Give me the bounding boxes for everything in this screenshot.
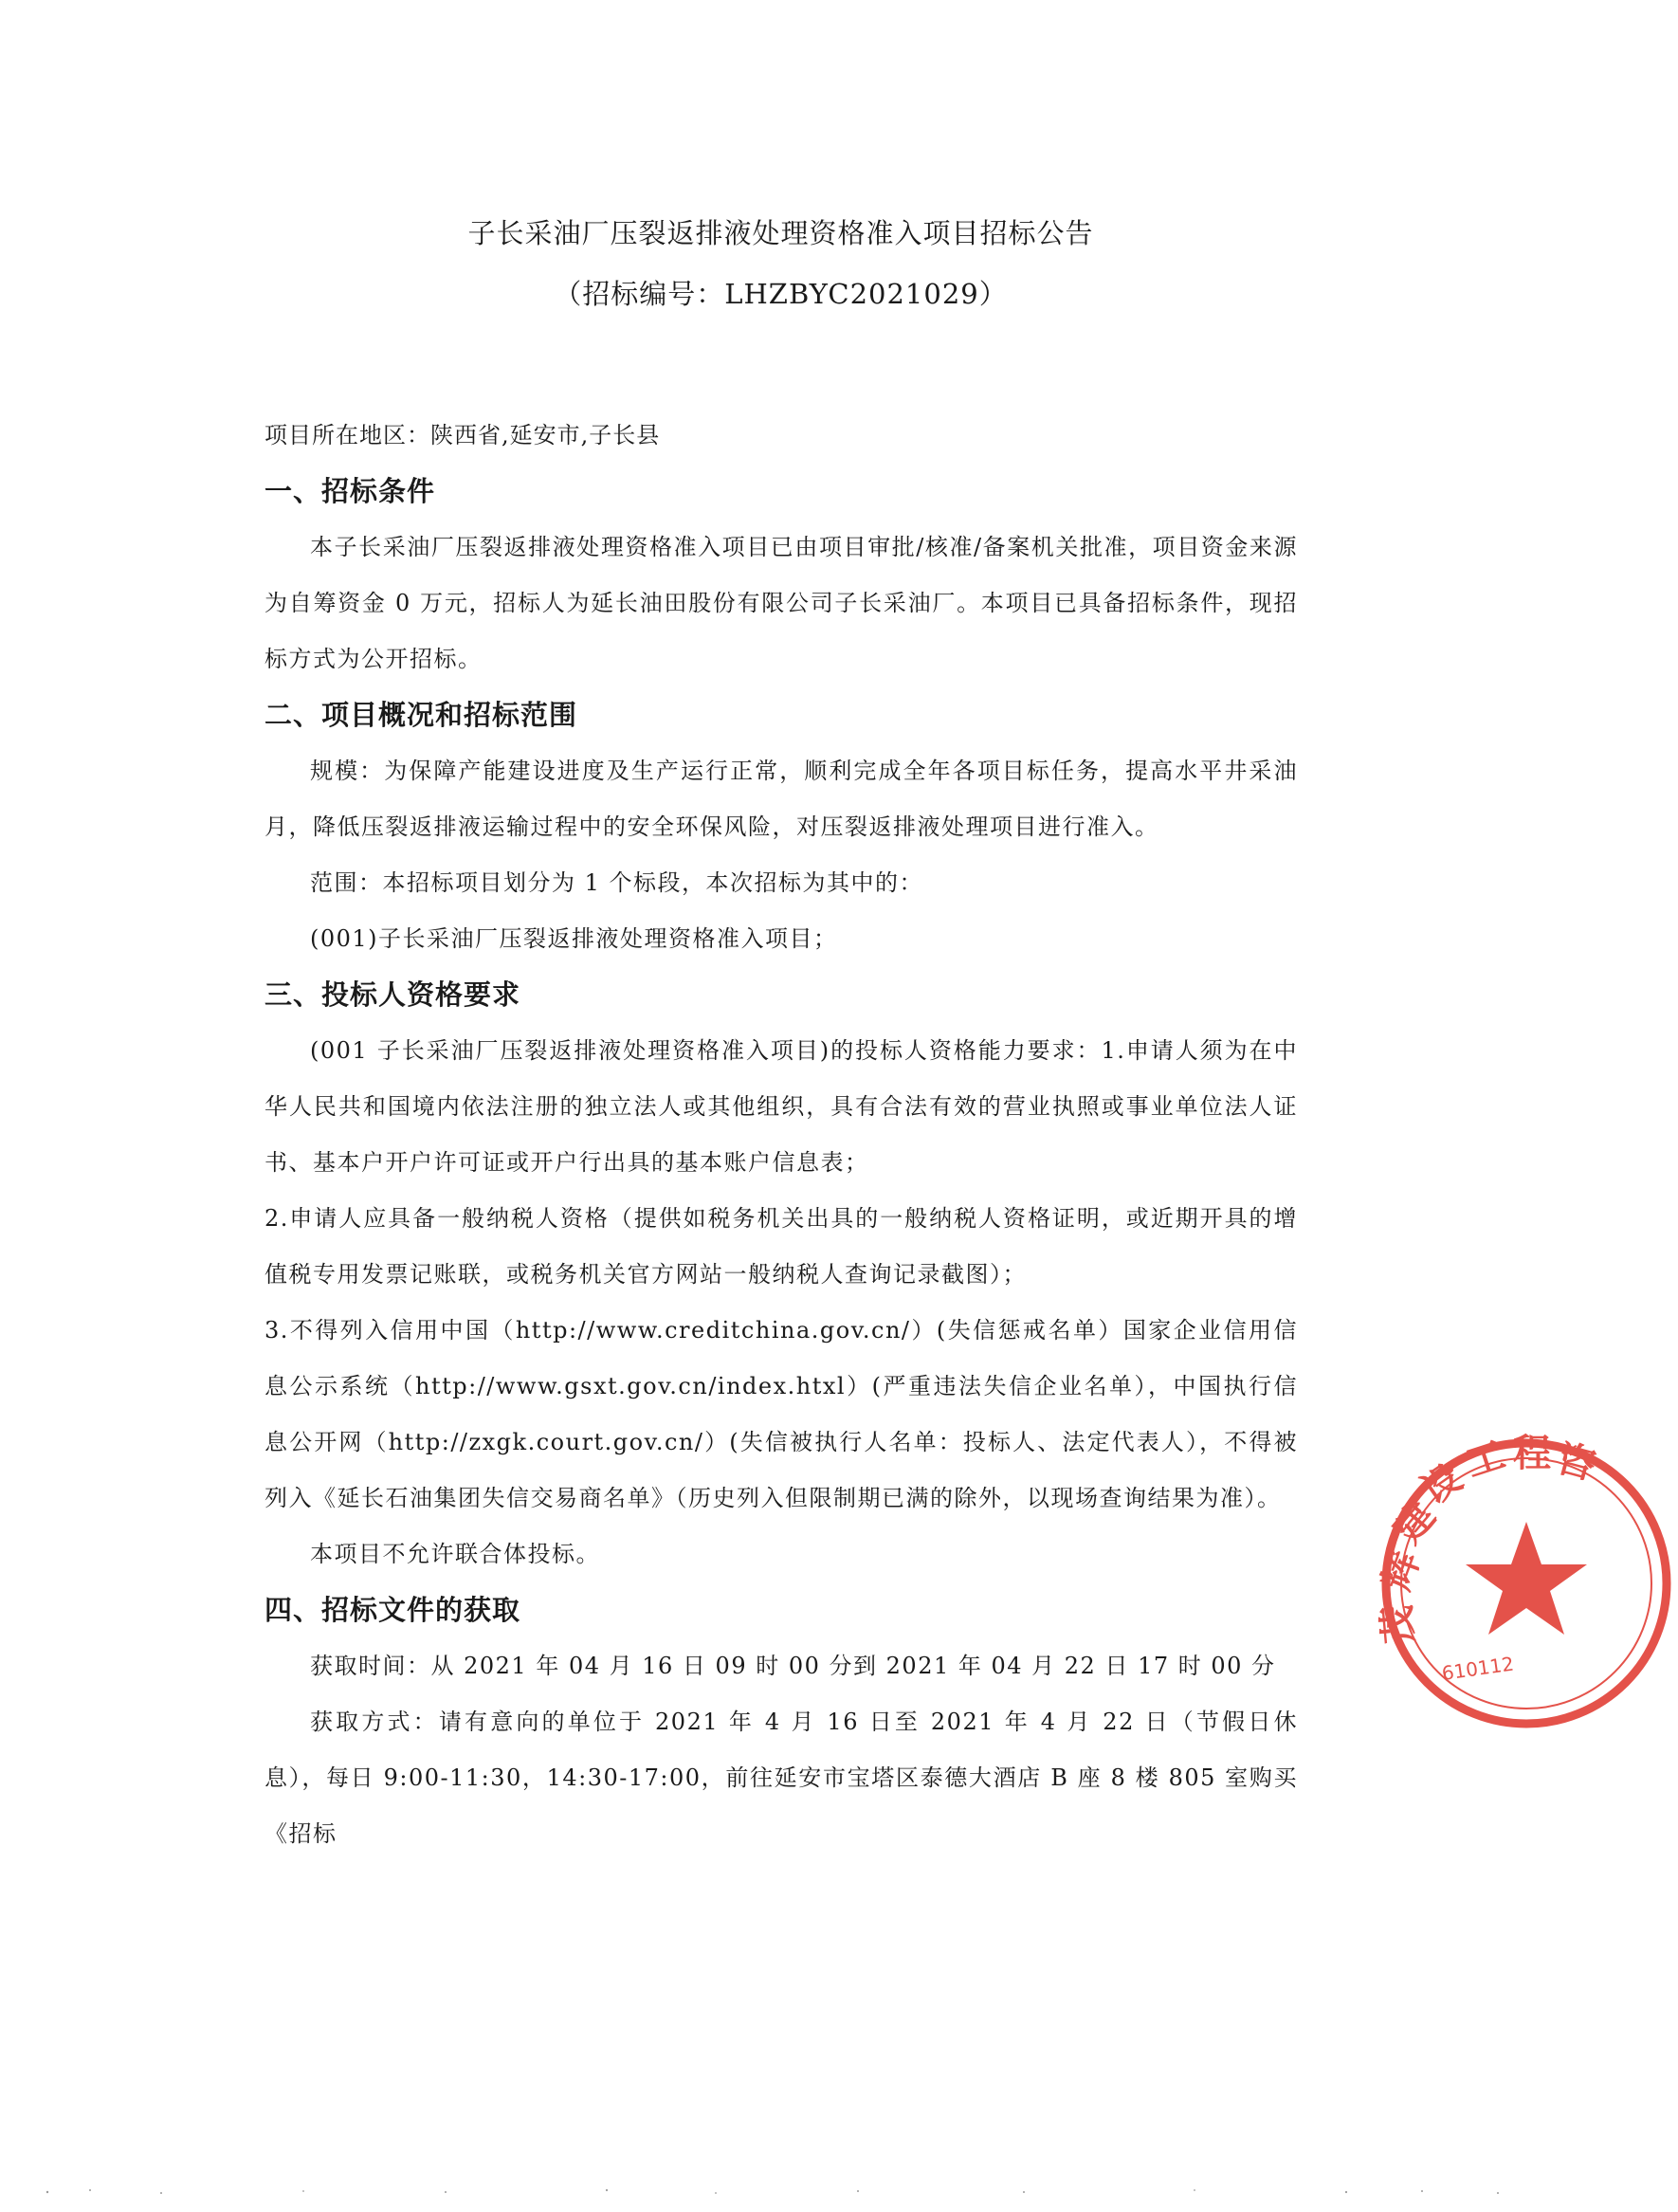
document-body: [264, 408, 1298, 1862]
svg-text:茂: 茂: [1375, 1603, 1422, 1646]
svg-text:610112: 610112: [1440, 1652, 1516, 1685]
section-bidding-conditions: [264, 464, 1298, 687]
section-bidder-qualifications: [264, 967, 1298, 1582]
paragraph: 规模：为保障产能建设进度及生产运行正常，顺利完成全年各项目标任务，提高水平井采油月，降低压裂返排液运输过程中的安全环保风险，对压裂返排液处理项目进行准入。: [264, 758, 1298, 840]
svg-text:咨: 咨: [1552, 1436, 1600, 1490]
paragraph: 3.不得列入信用中国（http://www.creditchina.gov.cn/）(失信惩戒名单）国家企业信用信息公示系统（http://www.gsxt.gov.cn/index.htxl）(严重违法失信企业名单），中国执行信息公开网（http://zxgk.court.gov.cn/）(失信被执行人名单：投标人、法定代表人），不得被列入《延长石油集团失信交易商名单》（历史列入但限制期已满的除外，以现场查询结果为准）。: [264, 1317, 1298, 1511]
svg-text:程: 程: [1513, 1432, 1551, 1475]
paragraph: 2.申请人应具备一般纳税人资格（提供如税务机关出具的一般纳税人资格证明，或近期开具的增值税专用发票记账联，或税务机关官方网站一般纳税人查询记录截图）；: [264, 1205, 1298, 1288]
paragraph: 本项目不允许联合体投标。: [310, 1541, 600, 1567]
section-heading: 四、招标文件的获取: [264, 1594, 521, 1626]
svg-text:设: 设: [1414, 1455, 1470, 1514]
section-heading: 一、招标条件: [264, 475, 436, 507]
section-heading: 三、投标人资格要求: [264, 978, 521, 1011]
paragraph: 获取时间：从 2021 年 04 月 16 日 09 时 00 分到 2021 年 04 月 22 日 17 时 00 分: [310, 1653, 1276, 1679]
scan-noise: [0, 2181, 1561, 2200]
paragraph: 获取方式：请有意向的单位于 2021 年 4 月 16 日至 2021 年 4 月 22 日（节假日休息），每日 9:00-11:30，14:30-17:00，前往延安市宝塔区泰德大酒店 B 座 8 楼 805 室购买《招标: [264, 1709, 1298, 1847]
svg-text:工: 工: [1460, 1433, 1511, 1487]
paragraph: (001 子长采油厂压裂返排液处理资格准入项目)的投标人资格能力要求：1.申请人须为在中华人民共和国境内依法注册的独立法人或其他组织，具有合法有效的营业执照或事业单位法人证书、基本户开户许可证或开户行出具的基本账户信息表；: [264, 1037, 1298, 1176]
bid-number: （招标编号：LHZBYC2021029）: [554, 278, 1008, 310]
svg-text:辉: 辉: [1375, 1545, 1430, 1597]
paragraph: 本子长采油厂压裂返排液处理资格准入项目已由项目审批/核准/备案机关批准，项目资金来源为自筹资金 0 万元，招标人为延长油田股份有限公司子长采油厂。本项目已具备招标条件，现招标方式为公开招标。: [264, 534, 1298, 672]
project-region: 项目所在地区：陕西省,延安市,子长县: [264, 422, 661, 448]
paragraph: 范围：本招标项目划分为 1 个标段，本次招标为其中的：: [310, 869, 924, 896]
paragraph: (001)子长采油厂压裂返排液处理资格准入项目；: [310, 925, 838, 952]
seal-star-icon: [1466, 1522, 1587, 1635]
company-seal-stamp: [1375, 1432, 1678, 1735]
section-obtain-documents: [264, 1582, 1298, 1862]
section-project-overview: [264, 687, 1298, 967]
document-title: 子长采油厂压裂返排液处理资格准入项目招标公告: [467, 217, 1094, 249]
section-heading: 二、项目概况和招标范围: [264, 699, 578, 731]
svg-text:建: 建: [1386, 1494, 1445, 1552]
